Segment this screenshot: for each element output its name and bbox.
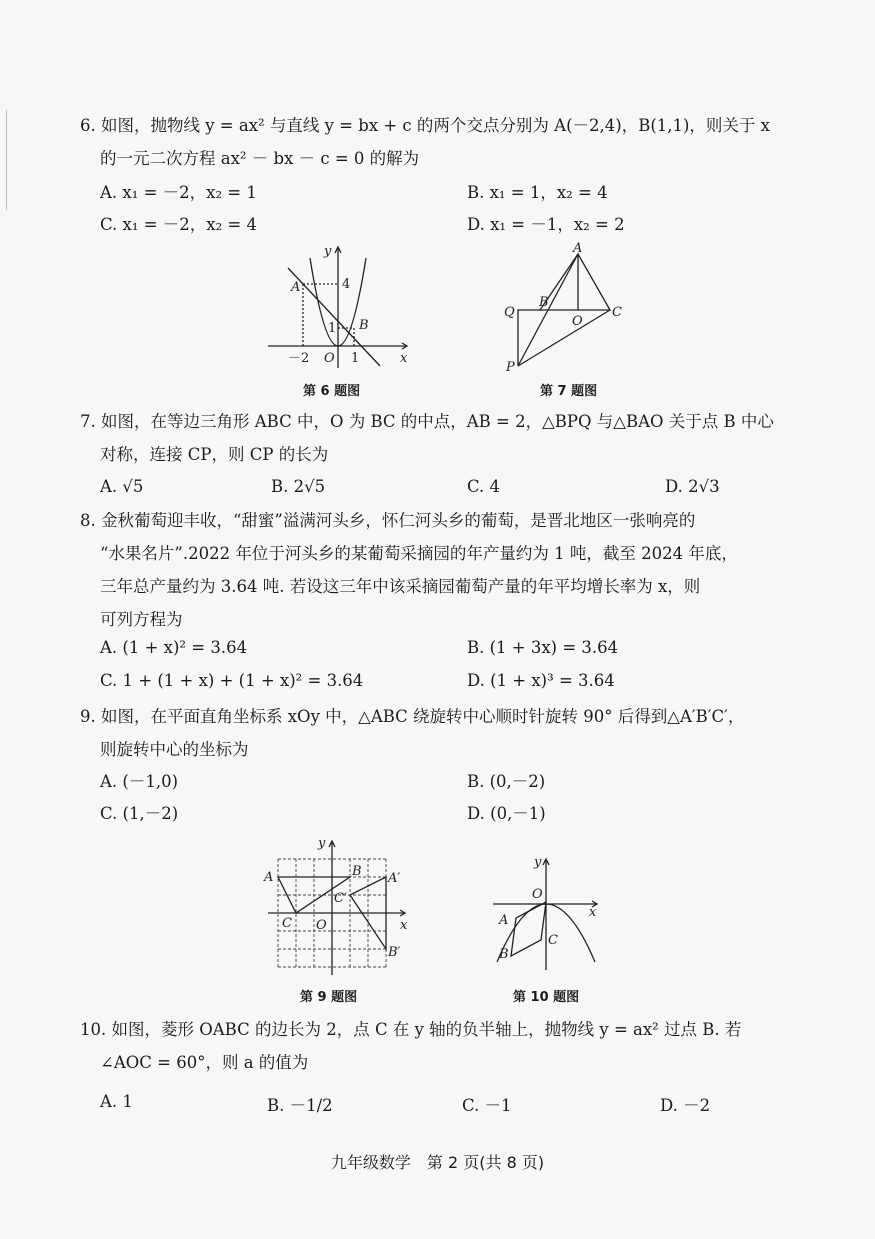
fig6-label-4: 4 [342,277,351,292]
q10-option-b: B. －1/2 [267,1096,333,1115]
figure-7 [498,238,633,376]
figure-10 [485,852,610,982]
fig9-label-C: C [282,916,292,931]
page-footer: 九年级数学 第 2 页(共 8 页) [330,1153,545,1172]
fig9-label-y: y [318,836,326,851]
fig6-label-neg2: －2 [288,351,310,366]
fig6-label-A: A [291,280,301,295]
q8-option-a: A. (1 + x)² = 3.64 [100,638,248,657]
fig7-label-A: A [573,241,583,256]
fig10-label-C: C [548,933,558,948]
q10-stem-line2: ∠AOC = 60°，则 a 的值为 [100,1053,309,1072]
fig7-caption: 第 7 题图 [540,384,598,399]
fig10-label-x: x [589,905,597,920]
q8-stem-line4: 可列方程为 [100,610,183,629]
fig6-label-1y: 1 [328,321,337,336]
q6-option-d: D. x₁ = －1，x₂ = 2 [467,215,625,234]
q8-stem-line2: “水果名片”.2022 年位于河头乡的某葡萄采摘园的年产量约为 1 吨，截至 2024 年底， [100,544,738,563]
fig7-label-O: O [572,314,583,329]
fig9-label-A: A [264,870,274,885]
fig7-segment-cp [518,310,610,366]
q9-stem-line2: 则旋转中心的坐标为 [100,740,249,759]
q6-stem-line2: 的一元二次方程 ax² － bx － c = 0 的解为 [100,149,420,168]
q8-stem-line3: 三年总产量约为 3.64 吨. 若设这三年中该采摘园葡萄产量的年平均增长率为 x，则 [100,577,701,596]
q8-stem-line1: 8. 金秋葡萄迎丰收，“甜蜜”溢满河头乡，怀仁河头乡的葡萄，是晋北地区一张响亮的 [80,511,696,530]
fig9-label-Cp: C′ [334,891,347,906]
q10-option-a: A. 1 [100,1092,133,1111]
q9-option-d: D. (0,－1) [467,804,546,823]
q8-option-b: B. (1 + 3x) = 3.64 [467,638,619,657]
fig10-label-A: A [499,913,509,928]
fig6-caption: 第 6 题图 [303,384,361,399]
fig9-label-Ap: A′ [388,871,401,886]
q7-option-c: C. 4 [467,477,501,496]
fig10-rhombus [511,902,546,956]
fig9-label-B: B [352,864,362,879]
fig6-label-B: B [359,318,369,333]
fig9-caption: 第 9 题图 [300,990,358,1005]
scan-margin-line [6,110,7,210]
q7-stem-line1: 7. 如图，在等边三角形 ABC 中，O 为 BC 的中点，AB = 2，△BPQ 与△BAO 关于点 B 中心 [80,412,774,431]
figure-9 [260,832,415,982]
q9-option-c: C. (1,－2) [100,804,179,823]
q7-option-d: D. 2√3 [665,477,720,496]
q9-stem-line1: 9. 如图，在平面直角坐标系 xOy 中，△ABC 绕旋转中心顺时针旋转 90° 后得到△A′B′C′， [80,707,745,726]
q6-option-c: C. x₁ = －2，x₂ = 4 [100,215,257,234]
q7-stem-line2: 对称，连接 CP，则 CP 的长为 [100,445,329,464]
q7-option-b: B. 2√5 [271,477,326,496]
q10-option-c: C. －1 [462,1096,512,1115]
fig6-label-x: x [400,351,408,366]
fig7-label-C: C [612,305,622,320]
fig9-label-O: O [316,918,327,933]
q9-option-b: B. (0,－2) [467,772,546,791]
fig9-label-Bp: B′ [388,945,401,960]
fig9-label-x: x [400,918,408,933]
fig7-label-Q: Q [504,305,515,320]
q6-stem-line1: 6. 如图，抛物线 y = ax² 与直线 y = bx + c 的两个交点分别为 A(－2,4)，B(1,1)，则关于 x [80,116,770,135]
fig7-label-B: B [539,295,549,310]
fig7-segment-bqp [518,310,540,366]
fig6-label-O: O [324,351,335,366]
q7-option-a: A. √5 [100,477,144,496]
q6-option-a: A. x₁ = －2，x₂ = 1 [100,183,257,202]
fig10-label-B: B [499,947,509,962]
fig10-label-y: y [534,855,542,870]
q10-option-d: D. －2 [660,1096,711,1115]
fig6-label-y: y [324,244,332,259]
fig7-label-P: P [506,360,515,375]
figure-6 [258,238,418,376]
fig7-triangle-abc [540,254,610,310]
q6-option-b: B. x₁ = 1，x₂ = 4 [467,183,608,202]
q8-option-d: D. (1 + x)³ = 3.64 [467,671,615,690]
q10-stem-line1: 10. 如图，菱形 OABC 的边长为 2，点 C 在 y 轴的负半轴上，抛物线 y = ax² 过点 B. 若 [80,1020,742,1039]
q8-option-c: C. 1 + (1 + x) + (1 + x)² = 3.64 [100,671,364,690]
fig10-label-O: O [532,887,543,902]
q9-option-a: A. (－1,0) [100,772,179,791]
fig10-caption: 第 10 题图 [513,990,580,1005]
fig6-label-1x: 1 [351,351,360,366]
